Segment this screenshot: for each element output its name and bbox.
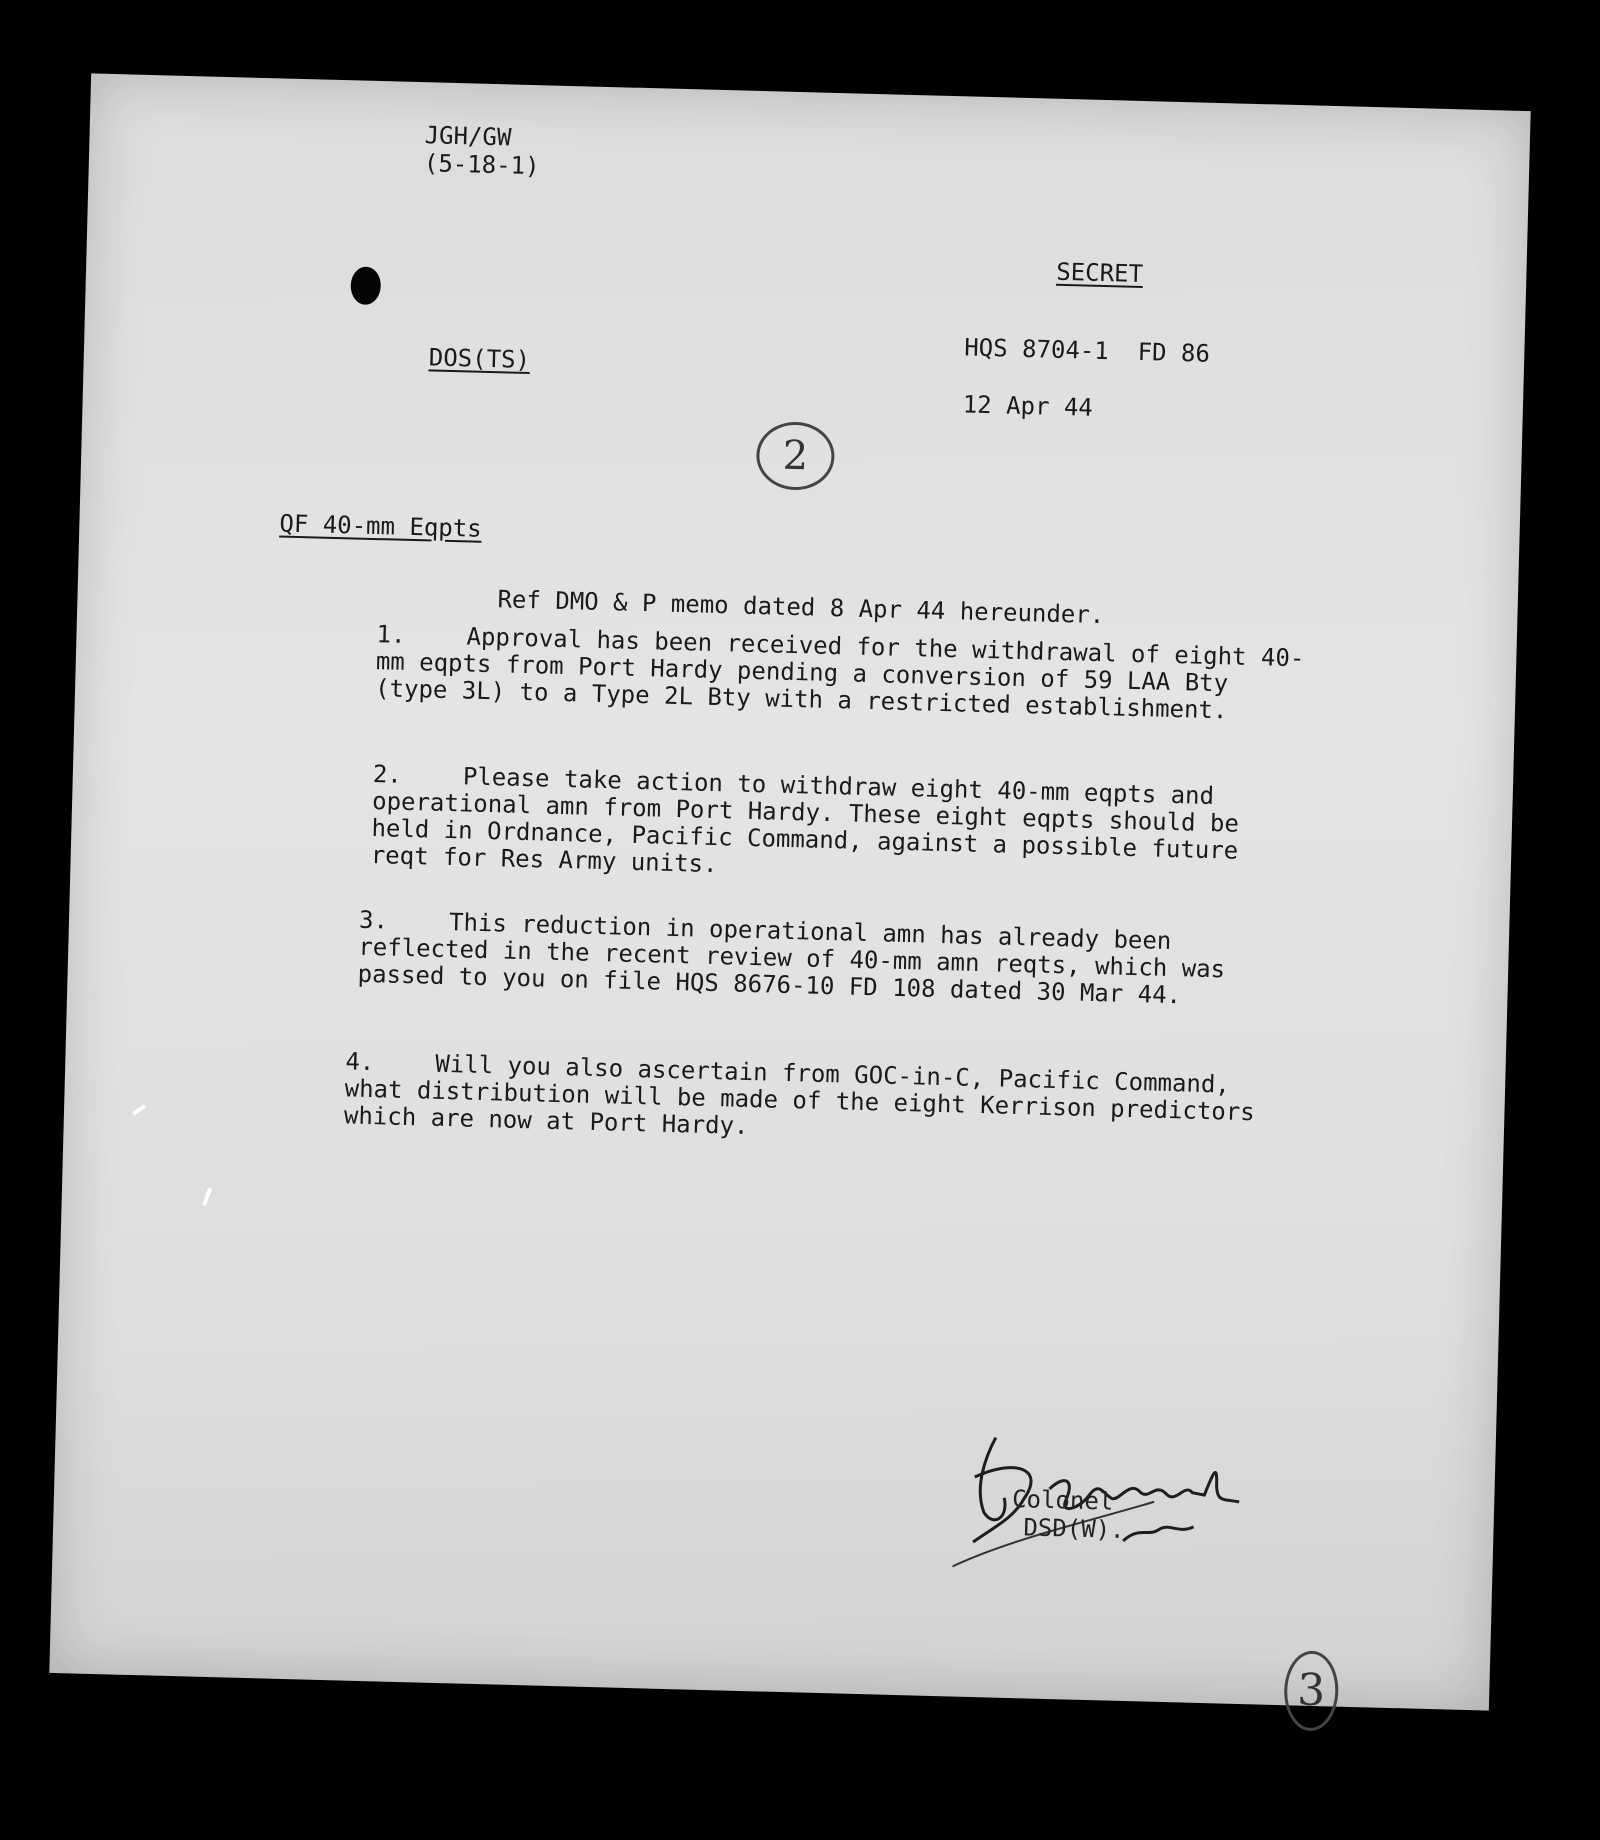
paragraph-2 — [370, 761, 1303, 893]
punch-hole — [350, 266, 381, 305]
paragraph-text: Will you also ascertain from GOC-in-C, Pacific Command, what distribution will be made of the eight Kerrison predictors which are now at Port Hardy. — [343, 1049, 1256, 1140]
reference-line: Ref DMO & P memo dated 8 Apr 44 hereunder. — [497, 585, 1105, 630]
addressee: DOS(TS) — [428, 343, 531, 375]
signatory-appointment: DSD(W). — [1023, 1513, 1125, 1544]
paragraph-number: 1. — [376, 620, 406, 649]
paragraph-3 — [357, 907, 1289, 1012]
folio-number-bottom: 3 — [1283, 1650, 1339, 1731]
handwritten-signature — [952, 1417, 1276, 1585]
reference-initials: JGH/GW — [424, 121, 512, 152]
file-number: HQS 8704-1 FD 86 — [963, 333, 1211, 368]
signatory-rank: Colonel — [1011, 1485, 1114, 1516]
memo-sheet — [49, 73, 1530, 1717]
paragraph-text: Approval has been received for the withdrawal of eight 40-mm eqpts from Port Hardy pending a conversion of 59 LAA Bty (type 3L) to a Type 2L Bty with a restricted establishment. — [374, 622, 1305, 725]
subject-line: QF 40-mm Eqpts — [279, 509, 483, 543]
classification-marking: SECRET — [1055, 257, 1144, 289]
paragraph-text: Please take action to withdraw eight 40-mm eqpts and operational amn from Port Hardy. These eight eqpts should be held in Ordnance, Pacific Command, against a possible future reqt for Res Army units. — [370, 762, 1240, 879]
paragraph-4 — [344, 1048, 1276, 1153]
signature-block — [952, 1417, 1276, 1585]
folio-number-top: 2 — [756, 421, 836, 491]
paragraph-number: 3. — [358, 905, 389, 935]
paragraph-text: This reduction in operational amn has already been reflected in the recent review of 40-mm amn reqts, which was passed to you on file HQS 8676-10 FD 108 dated 30 Mar 44. — [357, 908, 1226, 1010]
paragraph-number: 2. — [372, 760, 403, 789]
memo-date: 12 Apr 44 — [962, 390, 1094, 422]
paragraph-number: 4. — [345, 1047, 375, 1077]
paragraph-1 — [375, 621, 1307, 726]
reference-file: (5-18-1) — [423, 149, 540, 181]
